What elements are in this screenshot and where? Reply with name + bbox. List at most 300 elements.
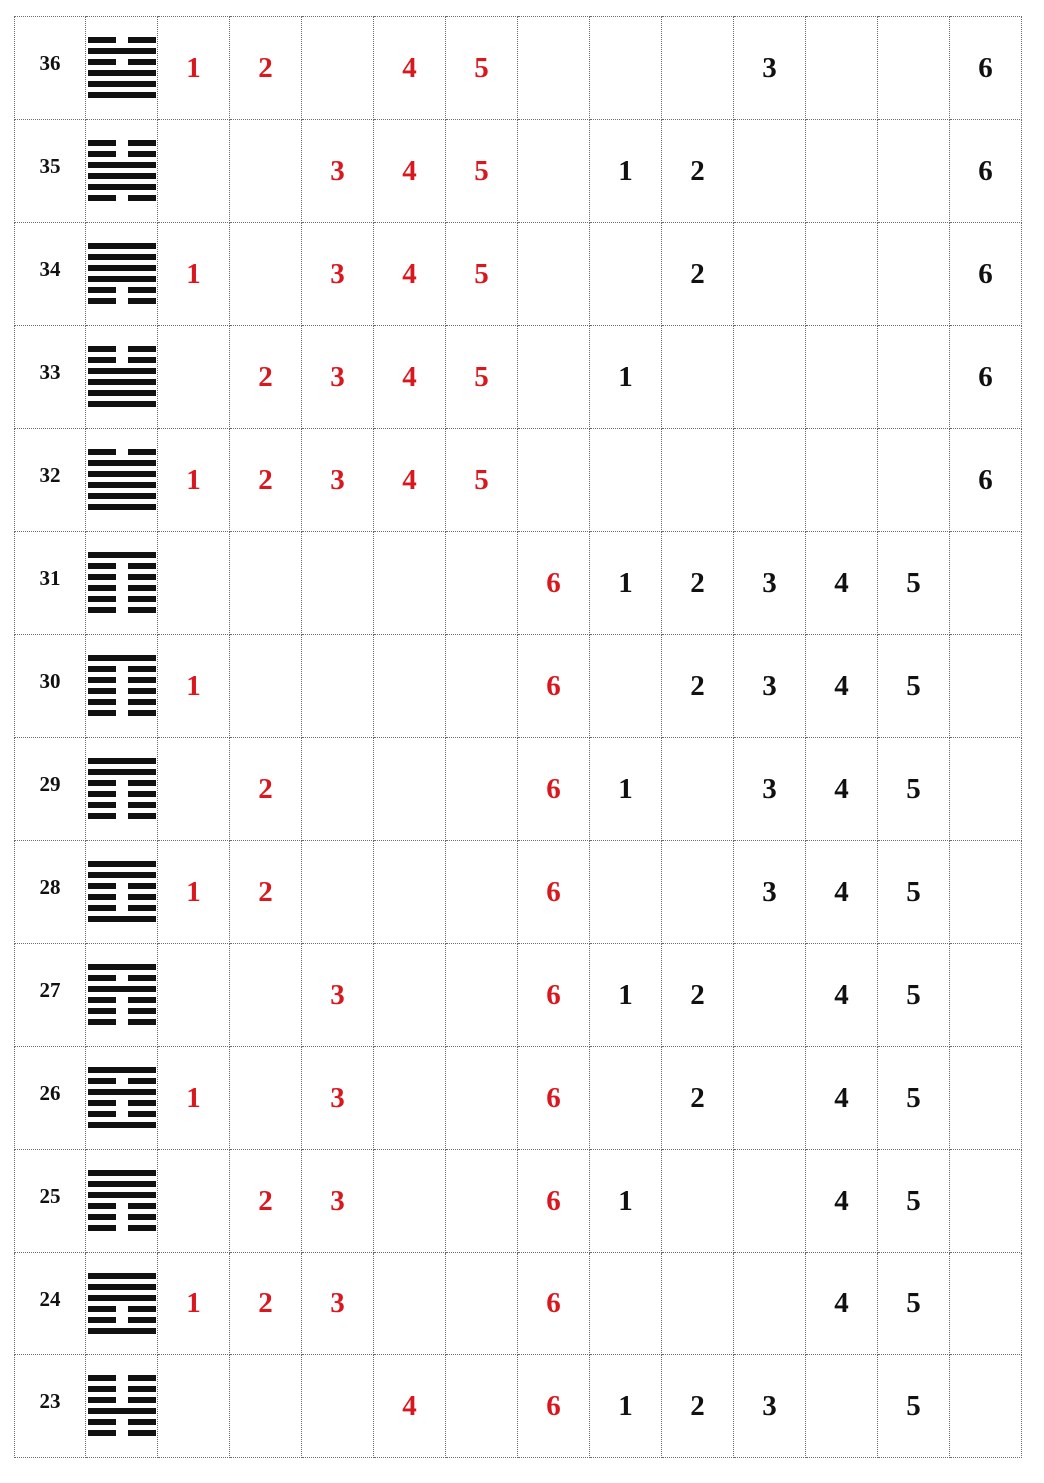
table-cell: 3 [302, 1150, 374, 1253]
solid-line [88, 390, 156, 396]
table-cell: 3 [302, 429, 374, 532]
broken-line [88, 1306, 116, 1312]
table-row [15, 944, 1022, 1047]
table-cell [734, 1047, 806, 1150]
hexagram-cell [86, 1253, 158, 1355]
broken-line [88, 357, 116, 363]
hexagram-icon [87, 342, 157, 412]
solid-line [88, 769, 156, 775]
solid-line [88, 1273, 156, 1279]
table-cell [806, 1355, 878, 1458]
table-cell: 6 [518, 944, 590, 1047]
broken-line [88, 905, 116, 911]
broken-line [128, 1203, 156, 1209]
table-cell [878, 326, 950, 429]
table-cell [446, 738, 518, 841]
table-cell: 5 [878, 635, 950, 738]
table-cell [158, 326, 230, 429]
table-cell [374, 944, 446, 1047]
table-cell: 2 [662, 1355, 734, 1458]
broken-line [128, 791, 156, 797]
broken-line [88, 688, 116, 694]
solid-line [88, 92, 156, 98]
row-number: 25 [15, 1150, 86, 1253]
row-number: 33 [15, 326, 86, 429]
table-cell [374, 635, 446, 738]
broken-line [128, 1430, 156, 1436]
table-row [15, 1047, 1022, 1150]
table-cell: 1 [590, 1150, 662, 1253]
hexagram-cell [86, 1150, 158, 1253]
broken-line [128, 688, 156, 694]
table-cell [518, 120, 590, 223]
solid-line [88, 243, 156, 249]
table-cell [158, 1150, 230, 1253]
broken-line [88, 1386, 116, 1392]
row-number: 28 [15, 841, 86, 944]
broken-line [128, 1306, 156, 1312]
table-cell: 5 [878, 841, 950, 944]
table-cell: 5 [878, 1150, 950, 1253]
table-cell: 4 [806, 532, 878, 635]
table-cell [158, 532, 230, 635]
table-cell [734, 429, 806, 532]
table-cell: 2 [662, 635, 734, 738]
table-cell [590, 223, 662, 326]
table-cell: 1 [590, 1355, 662, 1458]
table-cell: 2 [230, 738, 302, 841]
solid-line [88, 368, 156, 374]
hexagram-icon [87, 239, 157, 309]
broken-line [88, 813, 116, 819]
broken-line [88, 346, 116, 352]
table-cell: 1 [158, 429, 230, 532]
table-cell: 5 [878, 1047, 950, 1150]
solid-line [88, 184, 156, 190]
solid-line [88, 1408, 156, 1414]
table-cell: 6 [518, 532, 590, 635]
table-cell [230, 1355, 302, 1458]
table-cell: 6 [518, 1150, 590, 1253]
solid-line [88, 276, 156, 282]
broken-line [128, 1214, 156, 1220]
table-row [15, 120, 1022, 223]
table-cell [446, 1150, 518, 1253]
table-cell [590, 429, 662, 532]
table-cell [950, 944, 1022, 1047]
broken-line [128, 449, 156, 455]
table-row [15, 841, 1022, 944]
table-cell: 3 [734, 1355, 806, 1458]
table-cell: 5 [878, 532, 950, 635]
row-number: 26 [15, 1047, 86, 1150]
table-cell [590, 1047, 662, 1150]
table-cell: 2 [230, 841, 302, 944]
hexagram-cell [86, 429, 158, 532]
table-cell [446, 1047, 518, 1150]
table-cell [662, 1253, 734, 1355]
solid-line [88, 401, 156, 407]
row-number: 30 [15, 635, 86, 738]
solid-line [88, 1295, 156, 1301]
table-cell [950, 1253, 1022, 1355]
table-cell [302, 841, 374, 944]
hexagram-icon [87, 548, 157, 618]
table-cell: 5 [446, 429, 518, 532]
broken-line [88, 997, 116, 1003]
table-cell [302, 532, 374, 635]
row-number: 27 [15, 944, 86, 1047]
table-cell [374, 738, 446, 841]
table-cell [950, 1355, 1022, 1458]
table-cell [302, 17, 374, 120]
broken-line [88, 677, 116, 683]
table-cell: 3 [302, 1253, 374, 1355]
broken-line [128, 710, 156, 716]
table-cell: 1 [590, 120, 662, 223]
table-cell [662, 326, 734, 429]
table-cell [734, 326, 806, 429]
table-cell: 3 [302, 120, 374, 223]
broken-line [128, 883, 156, 889]
table-cell: 4 [374, 1355, 446, 1458]
hexagram-cell [86, 944, 158, 1047]
table-row [15, 532, 1022, 635]
broken-line [88, 1430, 116, 1436]
table-cell [158, 738, 230, 841]
broken-line [128, 905, 156, 911]
table-cell [878, 17, 950, 120]
broken-line [128, 780, 156, 786]
table-cell: 3 [302, 944, 374, 1047]
broken-line [128, 563, 156, 569]
table-cell: 1 [158, 17, 230, 120]
table-row [15, 223, 1022, 326]
solid-line [88, 1122, 156, 1128]
table-cell [230, 223, 302, 326]
solid-line [88, 552, 156, 558]
table-cell [878, 223, 950, 326]
hexagram-icon [87, 651, 157, 721]
broken-line [128, 1019, 156, 1025]
table-cell [878, 120, 950, 223]
solid-line [88, 1170, 156, 1176]
hexagram-line-table [14, 16, 1022, 1458]
table-cell [302, 1355, 374, 1458]
broken-line [88, 1397, 116, 1403]
broken-line [128, 596, 156, 602]
table-cell: 4 [806, 1150, 878, 1253]
table-row [15, 738, 1022, 841]
broken-line [88, 1203, 116, 1209]
solid-line [88, 655, 156, 661]
solid-line [88, 460, 156, 466]
table-cell [446, 635, 518, 738]
table-cell: 2 [662, 223, 734, 326]
broken-line [128, 1008, 156, 1014]
broken-line [88, 37, 116, 43]
broken-line [88, 1317, 116, 1323]
table-cell: 2 [230, 1253, 302, 1355]
broken-line [128, 699, 156, 705]
hexagram-cell [86, 120, 158, 223]
broken-line [128, 894, 156, 900]
row-number: 29 [15, 738, 86, 841]
hexagram-cell [86, 223, 158, 326]
table-cell [374, 1047, 446, 1150]
broken-line [88, 1214, 116, 1220]
table-row [15, 326, 1022, 429]
table-cell: 2 [230, 326, 302, 429]
table-cell [950, 738, 1022, 841]
table-cell: 3 [302, 223, 374, 326]
table-cell [734, 1150, 806, 1253]
solid-line [88, 265, 156, 271]
table-cell: 6 [518, 635, 590, 738]
broken-line [128, 1397, 156, 1403]
table-cell [518, 429, 590, 532]
broken-line [88, 802, 116, 808]
table-row [15, 1150, 1022, 1253]
table-cell: 3 [302, 326, 374, 429]
table-cell: 2 [662, 532, 734, 635]
table-cell: 6 [518, 1047, 590, 1150]
table-cell [590, 841, 662, 944]
hexagram-icon [87, 1166, 157, 1236]
table-cell: 6 [950, 120, 1022, 223]
solid-line [88, 986, 156, 992]
row-number: 35 [15, 120, 86, 223]
broken-line [128, 140, 156, 146]
solid-line [88, 861, 156, 867]
broken-line [128, 1225, 156, 1231]
table-cell: 6 [950, 17, 1022, 120]
table-cell: 4 [806, 944, 878, 1047]
broken-line [88, 1008, 116, 1014]
hexagram-icon [87, 445, 157, 515]
table-cell: 6 [950, 326, 1022, 429]
table-cell: 5 [878, 738, 950, 841]
table-cell: 1 [158, 223, 230, 326]
broken-line [128, 59, 156, 65]
hexagram-icon [87, 1371, 157, 1441]
table-cell: 4 [374, 120, 446, 223]
table-row [15, 17, 1022, 120]
broken-line [128, 813, 156, 819]
table-cell [374, 841, 446, 944]
table-cell: 5 [878, 1253, 950, 1355]
hexagram-icon [87, 1063, 157, 1133]
broken-line [128, 975, 156, 981]
table-cell: 6 [518, 738, 590, 841]
broken-line [128, 1317, 156, 1323]
table-cell [734, 944, 806, 1047]
row-number: 32 [15, 429, 86, 532]
table-cell [302, 738, 374, 841]
row-number: 31 [15, 532, 86, 635]
table-cell: 5 [878, 944, 950, 1047]
table-cell [446, 1253, 518, 1355]
broken-line [88, 710, 116, 716]
broken-line [88, 1111, 116, 1117]
table-cell [662, 17, 734, 120]
broken-line [88, 1419, 116, 1425]
broken-line [88, 195, 116, 201]
solid-line [88, 964, 156, 970]
broken-line [128, 677, 156, 683]
table-cell [446, 1355, 518, 1458]
table-cell [158, 120, 230, 223]
table-cell: 4 [806, 841, 878, 944]
broken-line [128, 802, 156, 808]
table-cell: 5 [446, 120, 518, 223]
broken-line [128, 666, 156, 672]
table-cell [806, 429, 878, 532]
broken-line [88, 699, 116, 705]
table-cell: 1 [590, 326, 662, 429]
table-cell [662, 738, 734, 841]
hexagram-icon [87, 1269, 157, 1339]
table-cell [518, 326, 590, 429]
broken-line [88, 1019, 116, 1025]
solid-line [88, 162, 156, 168]
broken-line [88, 1375, 116, 1381]
broken-line [128, 1078, 156, 1084]
table-cell [158, 944, 230, 1047]
row-number: 34 [15, 223, 86, 326]
broken-line [128, 585, 156, 591]
table-cell: 3 [734, 738, 806, 841]
broken-line [128, 37, 156, 43]
table-cell [374, 1150, 446, 1253]
table-cell [734, 223, 806, 326]
table-cell: 3 [734, 532, 806, 635]
solid-line [88, 482, 156, 488]
broken-line [88, 607, 116, 613]
broken-line [88, 298, 116, 304]
row-number: 24 [15, 1253, 86, 1355]
broken-line [128, 574, 156, 580]
table-cell: 2 [662, 1047, 734, 1150]
broken-line [88, 449, 116, 455]
broken-line [88, 59, 116, 65]
broken-line [128, 607, 156, 613]
table-cell: 4 [806, 1253, 878, 1355]
table-cell: 2 [230, 1150, 302, 1253]
broken-line [88, 151, 116, 157]
table-cell: 3 [302, 1047, 374, 1150]
table-cell: 5 [446, 223, 518, 326]
hexagram-icon [87, 136, 157, 206]
broken-line [128, 151, 156, 157]
table-cell [230, 635, 302, 738]
table-cell [518, 223, 590, 326]
table-cell [374, 1253, 446, 1355]
solid-line [88, 471, 156, 477]
table-cell [662, 841, 734, 944]
hexagram-icon [87, 754, 157, 824]
solid-line [88, 1328, 156, 1334]
hexagram-cell [86, 635, 158, 738]
row-number: 36 [15, 17, 86, 120]
table-cell: 2 [230, 429, 302, 532]
table-cell [806, 223, 878, 326]
table-cell [878, 429, 950, 532]
broken-line [128, 1100, 156, 1106]
table-cell [950, 532, 1022, 635]
table-row [15, 635, 1022, 738]
solid-line [88, 504, 156, 510]
table-cell: 1 [158, 635, 230, 738]
broken-line [128, 195, 156, 201]
solid-line [88, 70, 156, 76]
solid-line [88, 493, 156, 499]
hexagram-icon [87, 857, 157, 927]
broken-line [88, 1225, 116, 1231]
table-cell: 5 [446, 326, 518, 429]
broken-line [88, 1100, 116, 1106]
table-cell: 2 [230, 17, 302, 120]
table-cell: 1 [158, 1253, 230, 1355]
table-cell: 4 [806, 1047, 878, 1150]
table-cell [446, 532, 518, 635]
table-cell [158, 1355, 230, 1458]
broken-line [88, 666, 116, 672]
table-cell [734, 120, 806, 223]
table-cell: 4 [374, 223, 446, 326]
table-cell: 6 [950, 429, 1022, 532]
broken-line [128, 357, 156, 363]
table-cell [806, 326, 878, 429]
table-cell [230, 944, 302, 1047]
table-cell [230, 532, 302, 635]
broken-line [128, 1386, 156, 1392]
table-cell [950, 1047, 1022, 1150]
table-cell [950, 1150, 1022, 1253]
solid-line [88, 872, 156, 878]
broken-line [128, 1375, 156, 1381]
broken-line [128, 1419, 156, 1425]
table-cell: 1 [158, 841, 230, 944]
table-cell: 4 [806, 738, 878, 841]
hexagram-cell [86, 326, 158, 429]
table-cell: 5 [446, 17, 518, 120]
table-cell [950, 635, 1022, 738]
table-cell [446, 944, 518, 1047]
table-cell: 3 [734, 841, 806, 944]
solid-line [88, 48, 156, 54]
table-cell [590, 635, 662, 738]
broken-line [128, 298, 156, 304]
solid-line [88, 1192, 156, 1198]
broken-line [88, 894, 116, 900]
table-cell: 6 [518, 1253, 590, 1355]
table-cell: 1 [590, 944, 662, 1047]
solid-line [88, 758, 156, 764]
table-cell: 4 [374, 17, 446, 120]
table-cell [374, 532, 446, 635]
table-cell [590, 1253, 662, 1355]
solid-line [88, 254, 156, 260]
table-cell: 2 [662, 120, 734, 223]
broken-line [128, 997, 156, 1003]
solid-line [88, 379, 156, 385]
table-cell: 6 [518, 841, 590, 944]
broken-line [128, 346, 156, 352]
table-cell [230, 1047, 302, 1150]
broken-line [88, 563, 116, 569]
hexagram-cell [86, 1047, 158, 1150]
